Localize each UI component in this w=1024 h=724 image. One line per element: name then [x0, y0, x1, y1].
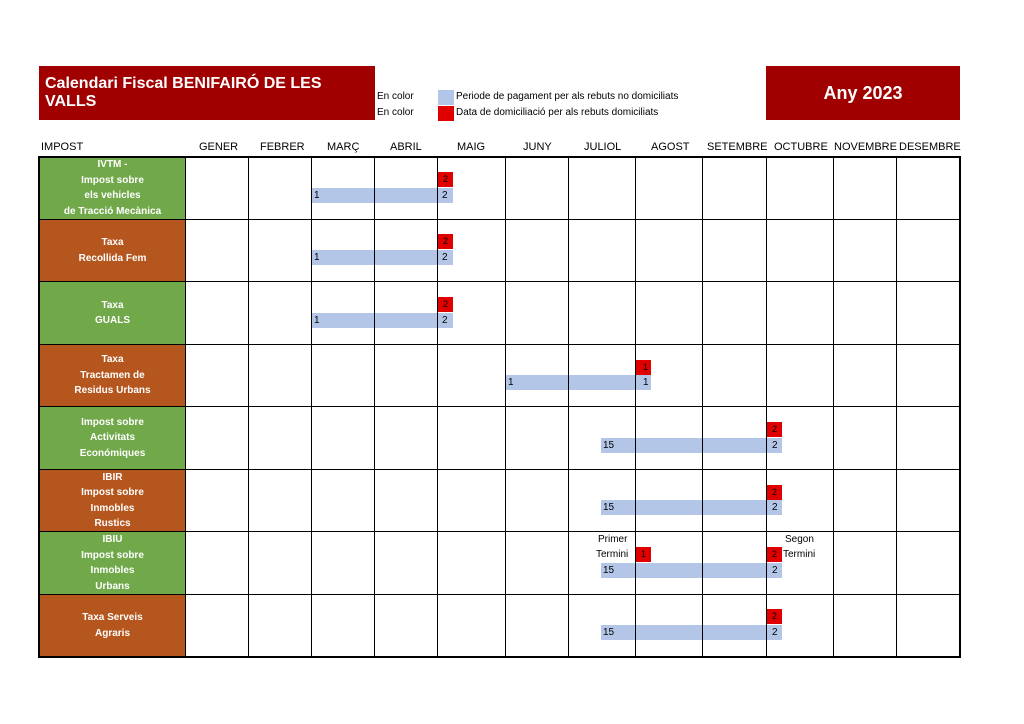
grid-column-divider	[185, 156, 186, 657]
grid-row-divider	[39, 281, 960, 282]
grid-column-divider	[766, 156, 767, 657]
row-label-guals	[40, 282, 185, 344]
month-header-juny: JUNY	[523, 141, 552, 153]
grid-row-divider	[39, 406, 960, 407]
payment-period-bar	[601, 500, 782, 515]
calendar-title: Calendari Fiscal BENIFAIRÓ DE LES VALLS	[39, 66, 375, 120]
month-header-gener: GENER	[199, 141, 239, 153]
grid-column-divider	[374, 156, 375, 657]
first-instalment-note: Termini	[596, 549, 629, 560]
domiciliation-date-label: 2	[442, 174, 448, 184]
legend-swatch-payment-period	[438, 90, 454, 105]
period-end-label: 1	[643, 377, 649, 388]
period-start-label: 1	[314, 190, 320, 201]
period-start-label: 15	[603, 502, 615, 513]
period-end-label: 2	[772, 627, 778, 638]
period-end-label: 2	[772, 565, 778, 576]
grid-row-divider	[39, 469, 960, 470]
legend-prefix-2: En color	[377, 107, 414, 118]
impost-column-header: IMPOST	[41, 141, 84, 153]
month-header-febrer: FEBRER	[260, 141, 305, 153]
second-instalment-note: Termini	[783, 549, 816, 560]
row-label-line: Rustics	[94, 518, 131, 529]
row-label-line: Agraris	[94, 627, 130, 639]
row-label-line: IBIU	[102, 534, 123, 545]
grid-column-divider	[568, 156, 569, 657]
row-label-line: de Tracció Mecànica	[63, 205, 162, 217]
row-label-line: Activitats	[89, 432, 135, 444]
period-end-label: 2	[772, 502, 778, 513]
row-label-line: Residus Urbans	[74, 385, 151, 397]
row-label-line: Urbans	[95, 580, 130, 592]
row-label-residus-urbans	[40, 345, 185, 406]
row-label-line: Taxa Serveis	[82, 612, 143, 623]
period-start-label: 1	[314, 252, 320, 263]
month-header-setembre: SETEMBRE	[707, 141, 768, 153]
grid-column-divider	[896, 156, 897, 657]
row-label-line: Inmobles	[90, 565, 135, 576]
grid-column-divider	[505, 156, 506, 657]
period-start-label: 15	[603, 440, 615, 451]
payment-period-bar	[312, 313, 453, 328]
legend-prefix-1: En color	[377, 91, 414, 102]
row-label-recollida-fem	[40, 220, 185, 281]
month-header-octubre: OCTUBRE	[774, 141, 828, 153]
second-instalment-note: Segon	[785, 534, 814, 545]
period-end-label: 2	[772, 440, 778, 451]
row-label-line: IVTM -	[97, 159, 128, 170]
domiciliation-date-label: 2	[442, 236, 448, 246]
row-label-ivtm	[40, 157, 185, 219]
row-label-line: Económiques	[79, 447, 146, 459]
payment-period-bar	[506, 375, 651, 390]
period-start-label: 15	[603, 627, 615, 638]
row-label-line: Taxa	[101, 237, 124, 248]
grid-column-divider	[833, 156, 834, 657]
legend-text-payment-period: Periode de pagament per als rebuts no domiciliats	[456, 91, 679, 102]
month-header-abril: ABRIL	[390, 141, 422, 153]
month-header-novembre: NOVEMBRE	[834, 141, 897, 153]
row-label-serveis-agraris	[40, 595, 185, 656]
period-end-label: 2	[442, 252, 448, 263]
period-start-label: 1	[508, 377, 514, 388]
payment-period-bar	[601, 438, 782, 453]
grid-column-divider	[437, 156, 438, 657]
domiciliation-date-label: 2	[771, 611, 777, 621]
legend-text-domiciliation: Data de domiciliació per als rebuts domiciliats	[456, 107, 659, 118]
year-badge: Any 2023	[766, 66, 960, 120]
row-label-line: Impost sobre	[81, 487, 144, 498]
row-label-line: Tractamen de	[80, 369, 145, 381]
row-label-ibir	[40, 470, 185, 531]
payment-period-bar	[312, 250, 453, 265]
payment-period-bar	[601, 625, 782, 640]
row-label-line: Recollida Fem	[78, 252, 147, 264]
grid-row-divider	[39, 531, 960, 532]
row-label-line: GUALS	[95, 315, 130, 326]
grid-column-divider	[635, 156, 636, 657]
period-end-label: 2	[442, 315, 448, 326]
period-end-label: 2	[442, 190, 448, 201]
month-header-juliol: JULIOL	[584, 141, 622, 153]
period-start-label: 1	[314, 315, 320, 326]
row-label-line: IBIR	[102, 471, 123, 483]
row-label-line: Impost sobre	[81, 549, 144, 561]
row-label-line: els vehicles	[84, 190, 141, 201]
domiciliation-date-label: 2	[771, 549, 777, 559]
grid-row-divider	[39, 344, 960, 345]
domiciliation-date-label: 2	[442, 299, 448, 309]
domiciliation-date-label: 1	[640, 549, 646, 559]
row-label-activitats	[40, 407, 185, 469]
row-label-line: Impost sobre	[81, 174, 144, 186]
row-label-line: Taxa	[101, 354, 124, 366]
domiciliation-date-label: 1	[642, 362, 648, 372]
month-header-agost: AGOST	[651, 141, 690, 153]
grid-column-divider	[702, 156, 703, 657]
legend-swatch-domiciliation	[438, 106, 454, 121]
month-header-desembre: DESEMBRE	[899, 141, 961, 153]
month-header-maig: MAIG	[457, 141, 486, 153]
grid-column-divider	[311, 156, 312, 657]
domiciliation-date-label: 2	[771, 487, 777, 497]
payment-period-bar	[312, 188, 453, 203]
row-label-line: Taxa	[101, 299, 124, 311]
grid-column-divider	[248, 156, 249, 657]
row-label-line: Impost sobre	[81, 416, 144, 428]
payment-period-bar	[601, 563, 782, 578]
grid-row-divider	[39, 594, 960, 595]
grid-row-divider	[39, 219, 960, 220]
month-header-marc: MARÇ	[327, 141, 360, 153]
period-start-label: 15	[603, 565, 615, 576]
row-label-line: Inmobles	[90, 502, 135, 514]
row-label-ibiu	[40, 532, 185, 594]
domiciliation-date-label: 2	[771, 424, 777, 434]
first-instalment-note: Primer	[598, 534, 628, 545]
